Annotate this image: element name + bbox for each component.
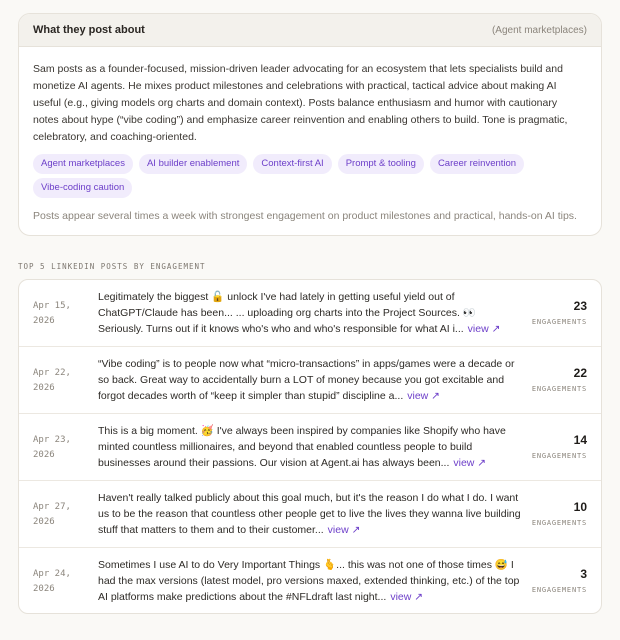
top-posts-list	[18, 279, 602, 614]
engagements-label: ENGAGEMENTS	[531, 586, 587, 594]
posting-summary: Sam posts as a founder-focused, mission-driven leader advocating for an ecosystem that lets specialists build and monetize AI agents. He mixes product milestones and celebrations with practical, tactical advice about making AI useful (e.g., giving models org charts and domain context). Posts balance enthusiasm and humor with cautionary notes about hype (“vibe coding”) and emphasize career reinvention and enabling others to build. Tone is pragmatic, celebratory, and coaching-oriented.	[33, 63, 568, 143]
view-post-link[interactable]: view ↗	[453, 457, 487, 469]
topics-card	[18, 13, 602, 236]
topics-card-title: What they post about	[33, 24, 145, 36]
post-row	[19, 414, 601, 481]
topic-chip: Agent marketplaces	[33, 154, 133, 174]
engagement-note: Posts appear several times a week with strongest engagement on product milestones and practical, hands-on AI tips.	[33, 210, 577, 222]
post-text	[98, 557, 524, 605]
engagements-label: ENGAGEMENTS	[531, 385, 587, 393]
engagements-label: ENGAGEMENTS	[531, 519, 587, 527]
post-excerpt: Sometimes I use AI to do Very Important Things 🫰... this was not one of those times 😅 I had the max versions (latest model, pro versions maxed, extended thinking, etc.) of the top AI platforms make predictions about the #NFLdraft last night...	[98, 559, 520, 603]
post-excerpt: Haven't really talked publicly about this goal much, but it's the reason I do what I do. I want us to be the reason that countless other people get to live the lives they wanna live building stuff that matters to them and to their customer...	[98, 492, 521, 536]
topic-chip: Career reinvention	[430, 154, 524, 174]
topic-chip: Prompt & tooling	[338, 154, 424, 174]
post-row	[19, 347, 601, 414]
post-date: Apr 15, 2026	[33, 301, 71, 326]
topics-card-header	[19, 14, 601, 47]
engagement-count: 14	[573, 433, 587, 447]
post-excerpt: This is a big moment. 🥳 I've always been inspired by companies like Shopify who have minted countless millionaires, and beyond that enabled countless people to build businesses around their passions. Our vision at Agent.ai has always been...	[98, 425, 506, 469]
engagement-count: 22	[573, 366, 587, 380]
post-excerpt: Legitimately the biggest 🔓 unlock I've had lately in getting useful yield out of ChatGPT/Claude has been... ... uploading org charts into the Project Sources. 👀 Seriously. Turns out if it knows who's who and who's responsible for what AI i...	[98, 291, 476, 335]
post-date: Apr 22, 2026	[33, 368, 71, 393]
post-date: Apr 24, 2026	[33, 569, 71, 594]
topics-card-tag: (Agent marketplaces)	[491, 24, 587, 36]
topic-chip: AI builder enablement	[139, 154, 247, 174]
view-post-link[interactable]: view ↗	[390, 591, 424, 603]
post-text	[98, 490, 524, 538]
engagement-count: 23	[573, 299, 587, 313]
view-post-link[interactable]: view ↗	[407, 390, 440, 402]
engagement-count: 3	[580, 567, 587, 581]
topic-chip: Vibe-coding caution	[33, 178, 132, 198]
post-row	[19, 548, 601, 614]
engagements-label: ENGAGEMENTS	[531, 452, 587, 460]
engagement-count: 10	[573, 500, 587, 514]
post-date: Apr 27, 2026	[33, 502, 71, 527]
post-row	[19, 280, 601, 347]
top-posts-heading: TOP 5 LINKEDIN POSTS BY ENGAGEMENT	[18, 262, 206, 271]
post-excerpt: “Vibe coding” is to people now what “micro-transactions” in apps/games were a decade or so back. Great way to accidentally burn a LOT of money because you got excitable and forgot decades worth of “keep it simpler than stupid” discipline a...	[98, 358, 515, 402]
view-post-link[interactable]: view ↗	[467, 323, 501, 335]
post-text	[98, 289, 524, 337]
topic-chips	[33, 154, 573, 202]
post-text	[98, 356, 524, 404]
post-text	[98, 423, 524, 471]
post-date: Apr 23, 2026	[33, 435, 71, 460]
view-post-link[interactable]: view ↗	[327, 524, 361, 536]
engagements-label: ENGAGEMENTS	[531, 318, 587, 326]
topic-chip: Context-first AI	[253, 154, 331, 174]
post-row	[19, 481, 601, 548]
